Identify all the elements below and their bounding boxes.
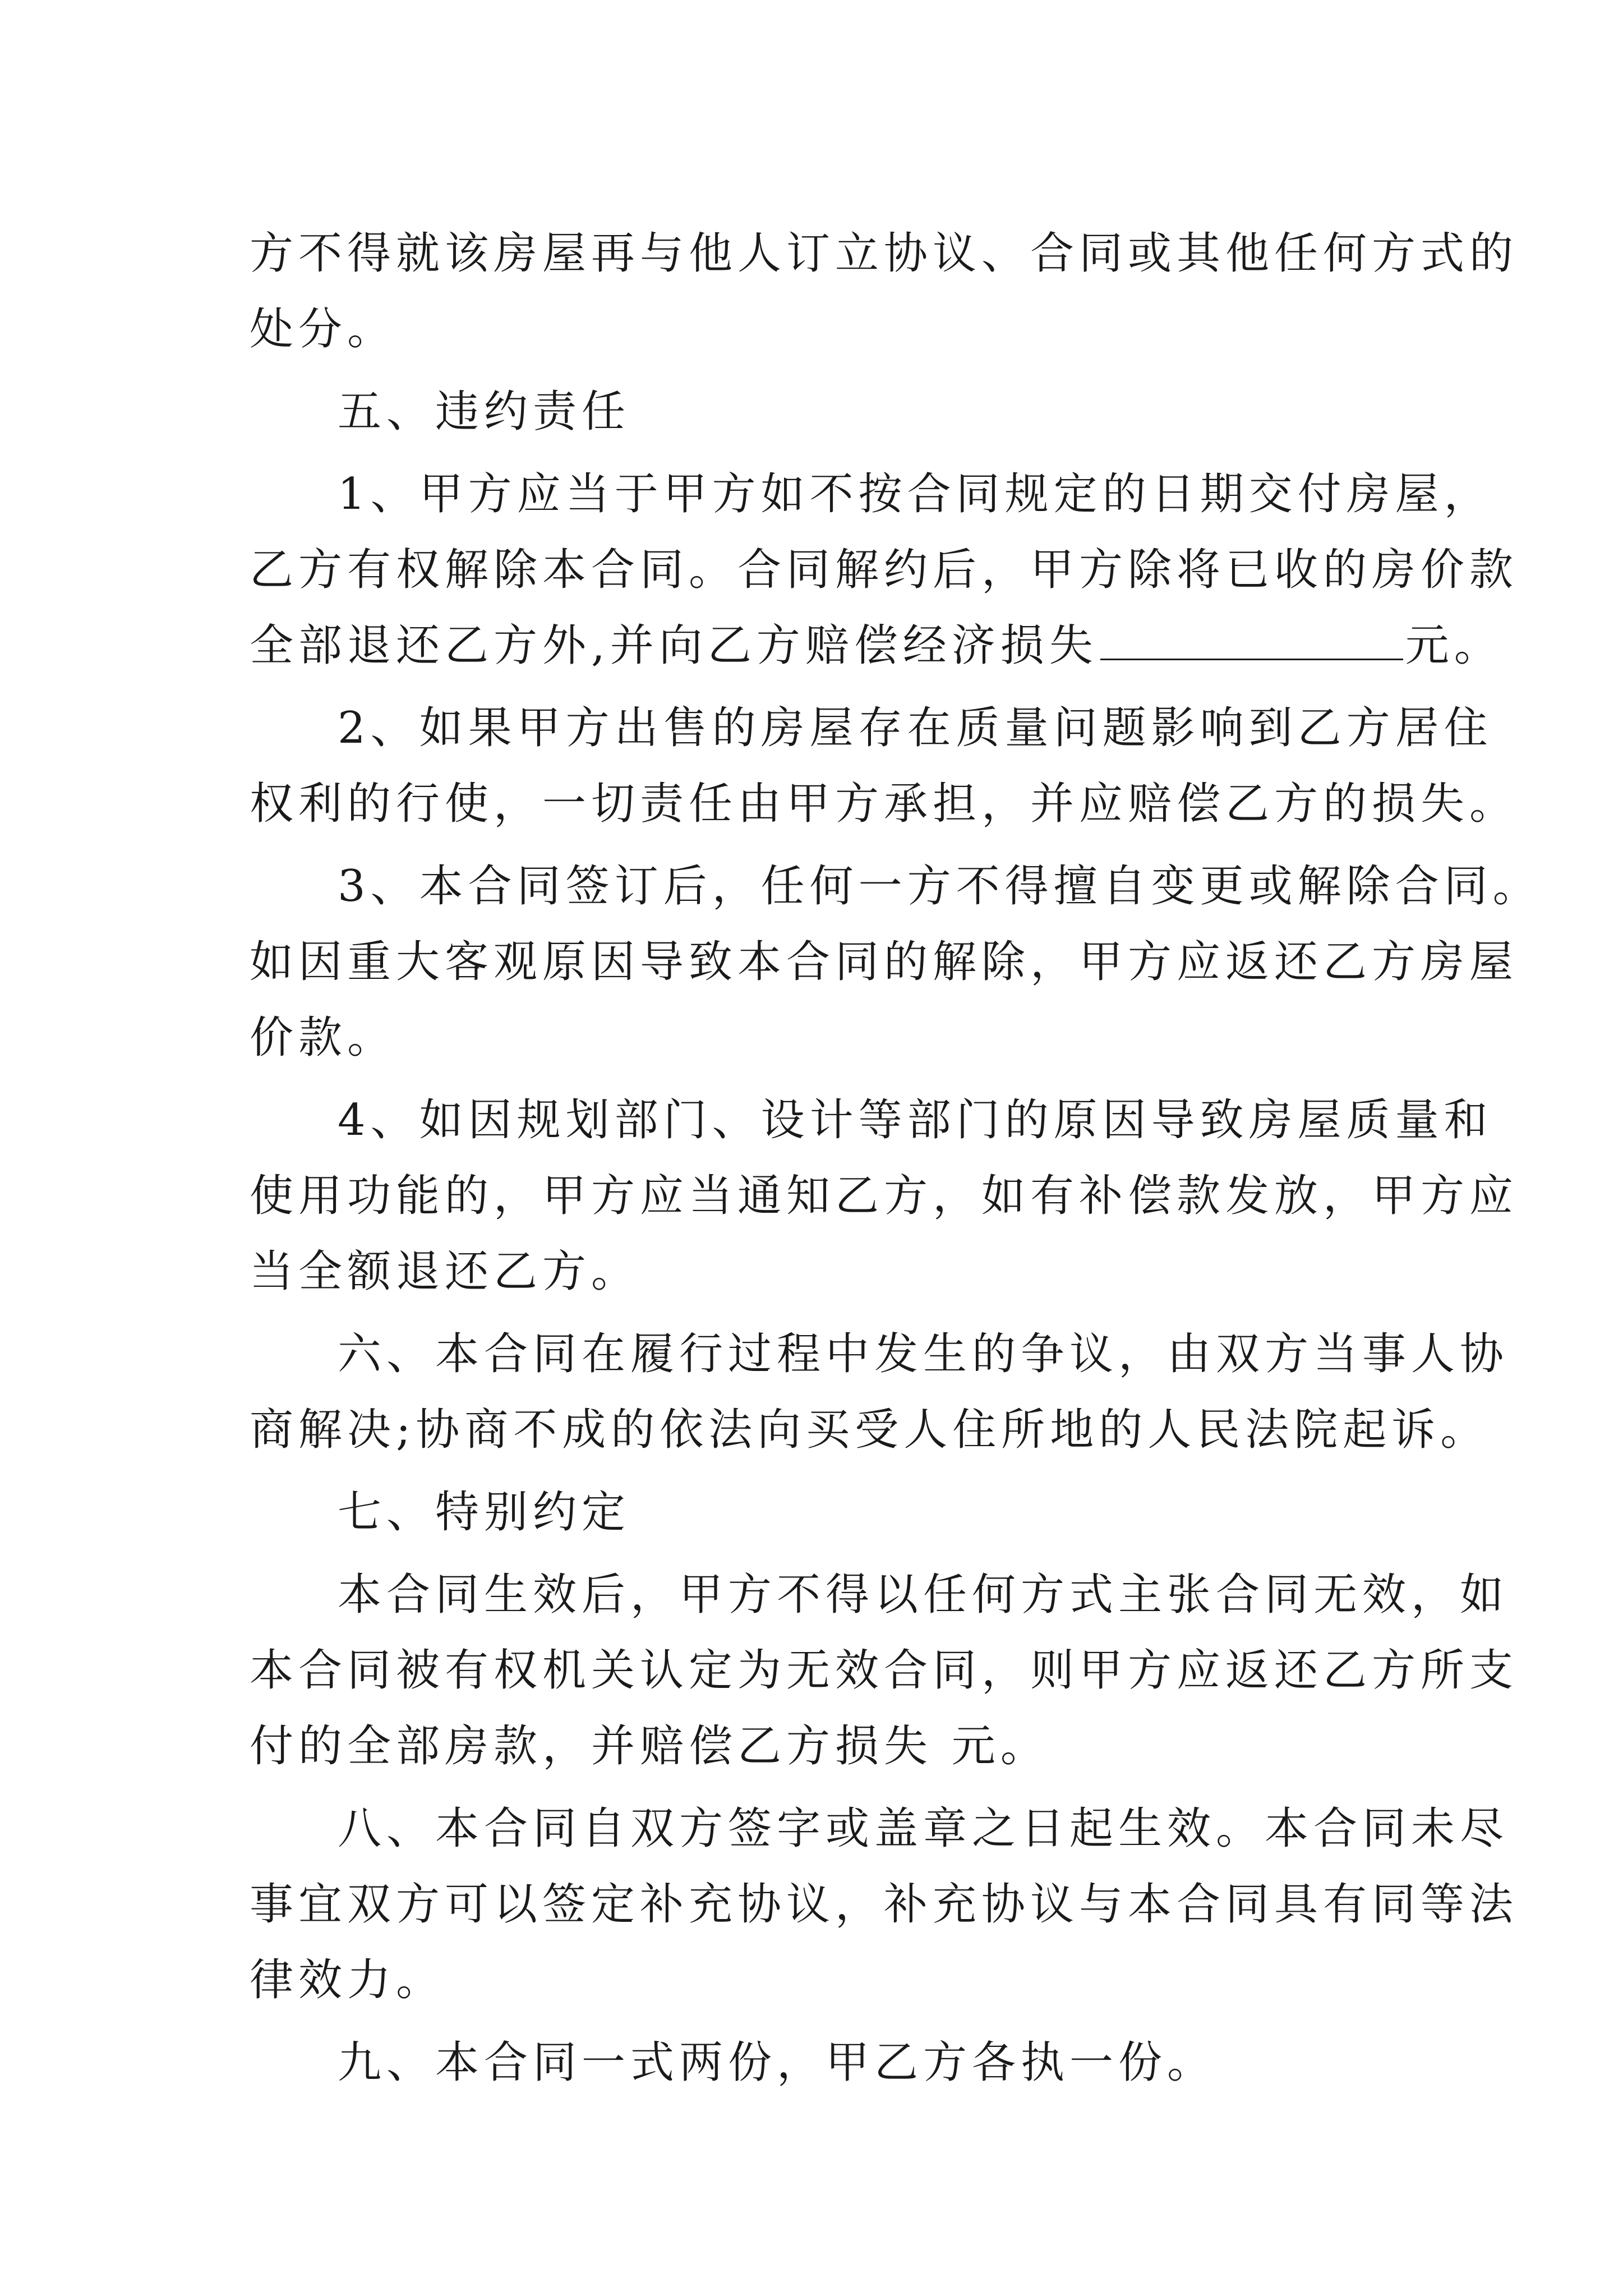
text-line: 付的全部房款，并赔偿乙方损失 元。 [250,1721,1049,1772]
text-line: 六、本合同在履行过程中发生的争议，由双方当事人协 [338,1329,1509,1379]
text-line: 乙方有权解除本合同。合同解约后，甲方除将已收的房价款 [250,545,1519,595]
text-line: 方不得就该房屋再与他人订立协议、合同或其他任何方式的 [250,228,1519,279]
text-line: 律效力。 [250,1955,445,2005]
text-fragment: 元。 [1405,620,1503,671]
text-line: 当全额退还乙方。 [250,1246,640,1297]
text-line: 价款。 [250,1013,396,1063]
text-line: 八、本合同自双方签字或盖章之日起生效。本合同未尽 [338,1803,1509,1854]
text-line: 权利的行使，一切责任由甲方承担，并应赔偿乙方的损失。 [250,779,1519,829]
text-line: 本合同生效后，甲方不得以任何方式主张合同无效，如 [338,1570,1509,1620]
section-heading: 五、违约责任 [338,386,631,437]
text-line: 2、如果甲方出售的房屋存在质量问题影响到乙方居住 [338,703,1493,753]
fill-in-blank [1100,619,1403,660]
text-line: 处分。 [250,304,396,355]
document-page [250,216,1542,2101]
text-fragment: 全部退还乙方外,并向乙方赔偿经济损失 [250,620,1098,671]
section-heading: 七、特别约定 [338,1487,631,1538]
text-line: 3、本合同签订后，任何一方不得擅自变更或解除合同。 [338,861,1542,912]
text-line: 如因重大客观原因导致本合同的解除，甲方应返还乙方房屋 [250,937,1519,987]
text-line: 1、甲方应当于甲方如不按合同规定的日期交付房屋， [338,469,1493,519]
text-line: 九、本合同一式两份，甲乙方各执一份。 [338,2037,1216,2088]
text-line: 商解决;协商不成的依法向买受人住所地的人民法院起诉。 [250,1405,1490,1455]
text-line: 使用功能的，甲方应当通知乙方，如有补偿款发放，甲方应 [250,1171,1519,1221]
text-line: 事宜双方可以签定补充协议，补充协议与本合同具有同等法 [250,1879,1519,1930]
text-line-with-blank [250,608,1503,684]
text-line: 4、如因规划部门、设计等部门的原因导致房屋质量和 [338,1095,1493,1145]
text-line: 本合同被有权机关认定为无效合同，则甲方应返还乙方所支 [250,1645,1519,1696]
